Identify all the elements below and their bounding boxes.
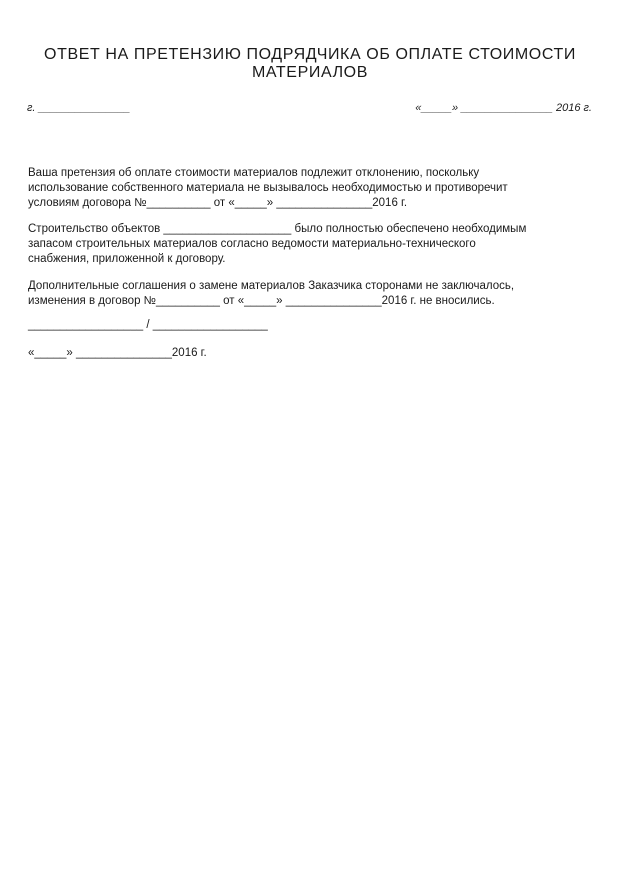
- title-line-1: ОТВЕТ НА ПРЕТЕНЗИЮ ПОДРЯДЧИКА ОБ ОПЛАТЕ СТОИМОСТИ: [44, 46, 576, 63]
- paragraph-construction-supply: [28, 222, 593, 267]
- signature-date: «_____» _______________2016 г.: [28, 347, 207, 359]
- paragraph-additional-agreements: [28, 279, 593, 309]
- title-line-2: МАТЕРИАЛОВ: [251, 64, 368, 81]
- paragraph-line: Строительство объектов ____________________ было полностью обеспечено необходимым: [28, 223, 527, 235]
- paragraph-line: условиям договора №__________ от «_____» _______________2016 г.: [28, 197, 408, 209]
- paragraph-line: изменения в договор №__________ от «_____» _______________2016 г. не вносились.: [28, 295, 495, 307]
- paragraph-line: Ваша претензия об оплате стоимости материалов подлежит отклонению, поскольку: [28, 167, 480, 179]
- paragraph-line: Дополнительные соглашения о замене материалов Заказчика сторонами не заключалось,: [28, 280, 515, 292]
- paragraph-line: запасом строительных материалов согласно ведомости материально-технического: [28, 238, 476, 250]
- document-title: [20, 46, 600, 82]
- paragraph-claim-rejection: [28, 166, 593, 211]
- place-date-row: [27, 102, 592, 116]
- paragraph-line: снабжения, приложенной к договору.: [28, 253, 226, 265]
- place-field: г. _______________: [27, 102, 131, 114]
- paragraph-line: использование собственного материала не вызывалось необходимостью и противоречит: [28, 182, 508, 194]
- header-date-field: «_____» _______________ 2016 г.: [415, 102, 592, 114]
- signature-line: __________________ / __________________: [28, 319, 268, 331]
